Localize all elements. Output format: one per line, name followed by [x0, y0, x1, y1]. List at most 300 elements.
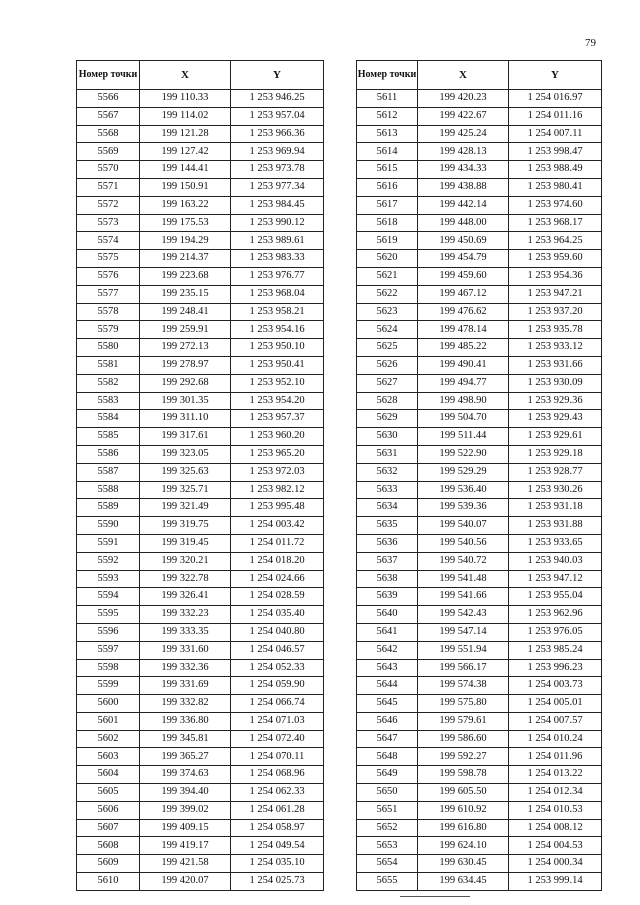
- cell-y: 1 253 957.04: [231, 107, 324, 125]
- header-point-number: Номер точки: [77, 61, 140, 90]
- cell-point-number: 5655: [357, 873, 418, 891]
- cell-x: 199 490.41: [418, 356, 509, 374]
- table-row: [357, 517, 602, 535]
- cell-y: 1 254 072.40: [231, 730, 324, 748]
- cell-x: 199 511.44: [418, 428, 509, 446]
- table-row: [77, 873, 324, 891]
- cell-point-number: 5585: [77, 428, 140, 446]
- cell-x: 199 394.40: [140, 784, 231, 802]
- table-row: [357, 125, 602, 143]
- cell-y: 1 253 931.88: [509, 517, 602, 535]
- cell-y: 1 254 010.24: [509, 730, 602, 748]
- table-row: [77, 303, 324, 321]
- cell-point-number: 5622: [357, 285, 418, 303]
- cell-y: 1 253 950.10: [231, 339, 324, 357]
- cell-y: 1 253 965.20: [231, 445, 324, 463]
- cell-x: 199 144.41: [140, 161, 231, 179]
- cell-x: 199 598.78: [418, 766, 509, 784]
- table-row: [77, 588, 324, 606]
- cell-point-number: 5579: [77, 321, 140, 339]
- cell-x: 199 332.82: [140, 695, 231, 713]
- cell-y: 1 254 024.66: [231, 570, 324, 588]
- cell-point-number: 5627: [357, 374, 418, 392]
- table-row: [77, 606, 324, 624]
- cell-point-number: 5583: [77, 392, 140, 410]
- cell-point-number: 5587: [77, 463, 140, 481]
- cell-point-number: 5577: [77, 285, 140, 303]
- cell-x: 199 319.75: [140, 517, 231, 535]
- header-x: X: [140, 61, 231, 90]
- cell-y: 1 253 968.17: [509, 214, 602, 232]
- table-row: [357, 606, 602, 624]
- cell-x: 199 467.12: [418, 285, 509, 303]
- cell-x: 199 326.41: [140, 588, 231, 606]
- cell-point-number: 5617: [357, 196, 418, 214]
- table-row: [357, 801, 602, 819]
- cell-y: 1 254 052.33: [231, 659, 324, 677]
- table-row: [357, 748, 602, 766]
- cell-y: 1 254 011.96: [509, 748, 602, 766]
- cell-x: 199 121.28: [140, 125, 231, 143]
- table-row: [77, 267, 324, 285]
- cell-point-number: 5597: [77, 641, 140, 659]
- cell-point-number: 5584: [77, 410, 140, 428]
- cell-x: 199 428.13: [418, 143, 509, 161]
- cell-x: 199 320.21: [140, 552, 231, 570]
- cell-point-number: 5569: [77, 143, 140, 161]
- table-row: [77, 374, 324, 392]
- cell-point-number: 5648: [357, 748, 418, 766]
- cell-y: 1 253 954.36: [509, 267, 602, 285]
- cell-y: 1 254 058.97: [231, 819, 324, 837]
- cell-x: 199 336.80: [140, 712, 231, 730]
- cell-x: 199 110.33: [140, 90, 231, 108]
- cell-x: 199 579.61: [418, 712, 509, 730]
- table-row: [357, 712, 602, 730]
- cell-point-number: 5625: [357, 339, 418, 357]
- cell-x: 199 547.14: [418, 623, 509, 641]
- cell-x: 199 624.10: [418, 837, 509, 855]
- cell-y: 1 254 049.54: [231, 837, 324, 855]
- cell-x: 199 586.60: [418, 730, 509, 748]
- cell-y: 1 253 976.05: [509, 623, 602, 641]
- table-row: [357, 641, 602, 659]
- cell-y: 1 254 018.20: [231, 552, 324, 570]
- table-row: [357, 410, 602, 428]
- table-row: [357, 339, 602, 357]
- cell-x: 199 214.37: [140, 250, 231, 268]
- table-row: [357, 481, 602, 499]
- cell-x: 199 127.42: [140, 143, 231, 161]
- table-row: [77, 321, 324, 339]
- table-row: [77, 552, 324, 570]
- cell-point-number: 5614: [357, 143, 418, 161]
- cell-point-number: 5568: [77, 125, 140, 143]
- cell-point-number: 5624: [357, 321, 418, 339]
- cell-x: 199 574.38: [418, 677, 509, 695]
- table-row: [357, 837, 602, 855]
- cell-x: 199 235.15: [140, 285, 231, 303]
- cell-x: 199 420.23: [418, 90, 509, 108]
- cell-point-number: 5626: [357, 356, 418, 374]
- cell-x: 199 476.62: [418, 303, 509, 321]
- cell-y: 1 253 940.03: [509, 552, 602, 570]
- cell-x: 199 278.97: [140, 356, 231, 374]
- table-row: [77, 855, 324, 873]
- cell-point-number: 5604: [77, 766, 140, 784]
- cell-y: 1 253 998.47: [509, 143, 602, 161]
- cell-y: 1 253 960.20: [231, 428, 324, 446]
- cell-y: 1 253 929.18: [509, 445, 602, 463]
- cell-y: 1 253 973.78: [231, 161, 324, 179]
- cell-x: 199 540.56: [418, 534, 509, 552]
- cell-y: 1 253 931.66: [509, 356, 602, 374]
- cell-point-number: 5633: [357, 481, 418, 499]
- table-row: [357, 730, 602, 748]
- cell-y: 1 253 957.37: [231, 410, 324, 428]
- cell-x: 199 498.90: [418, 392, 509, 410]
- cell-point-number: 5590: [77, 517, 140, 535]
- cell-point-number: 5615: [357, 161, 418, 179]
- cell-y: 1 253 995.48: [231, 499, 324, 517]
- cell-y: 1 253 984.45: [231, 196, 324, 214]
- cell-x: 199 504.70: [418, 410, 509, 428]
- table-row: [77, 196, 324, 214]
- cell-x: 199 292.68: [140, 374, 231, 392]
- table-row: [357, 90, 602, 108]
- table-row: [77, 677, 324, 695]
- cell-x: 199 522.90: [418, 445, 509, 463]
- cell-y: 1 254 040.80: [231, 623, 324, 641]
- cell-x: 199 551.94: [418, 641, 509, 659]
- cell-y: 1 254 008.12: [509, 819, 602, 837]
- cell-y: 1 254 012.34: [509, 784, 602, 802]
- cell-y: 1 253 983.33: [231, 250, 324, 268]
- cell-y: 1 253 937.20: [509, 303, 602, 321]
- cell-point-number: 5574: [77, 232, 140, 250]
- cell-point-number: 5651: [357, 801, 418, 819]
- cell-point-number: 5601: [77, 712, 140, 730]
- cell-x: 199 485.22: [418, 339, 509, 357]
- cell-point-number: 5609: [77, 855, 140, 873]
- coordinates-table-left: [76, 60, 324, 891]
- cell-point-number: 5573: [77, 214, 140, 232]
- table-row: [357, 232, 602, 250]
- table-row: [77, 356, 324, 374]
- table-row: [77, 641, 324, 659]
- cell-y: 1 254 068.96: [231, 766, 324, 784]
- cell-point-number: 5567: [77, 107, 140, 125]
- cell-point-number: 5629: [357, 410, 418, 428]
- table-row: [77, 517, 324, 535]
- cell-y: 1 253 958.21: [231, 303, 324, 321]
- cell-point-number: 5638: [357, 570, 418, 588]
- table-row: [77, 90, 324, 108]
- cell-x: 199 163.22: [140, 196, 231, 214]
- cell-point-number: 5634: [357, 499, 418, 517]
- table-row: [357, 445, 602, 463]
- cell-point-number: 5570: [77, 161, 140, 179]
- header-x: X: [418, 61, 509, 90]
- cell-x: 199 541.48: [418, 570, 509, 588]
- cell-point-number: 5643: [357, 659, 418, 677]
- cell-x: 199 442.14: [418, 196, 509, 214]
- table-row: [77, 570, 324, 588]
- cell-point-number: 5606: [77, 801, 140, 819]
- cell-x: 199 605.50: [418, 784, 509, 802]
- cell-x: 199 259.91: [140, 321, 231, 339]
- table-row: [77, 107, 324, 125]
- table-row: [357, 392, 602, 410]
- bottom-rule: [400, 896, 470, 897]
- cell-point-number: 5608: [77, 837, 140, 855]
- table-row: [357, 178, 602, 196]
- cell-y: 1 253 976.77: [231, 267, 324, 285]
- cell-x: 199 333.35: [140, 623, 231, 641]
- cell-point-number: 5630: [357, 428, 418, 446]
- cell-y: 1 253 930.09: [509, 374, 602, 392]
- cell-x: 199 421.58: [140, 855, 231, 873]
- cell-x: 199 374.63: [140, 766, 231, 784]
- cell-x: 199 272.13: [140, 339, 231, 357]
- cell-x: 199 223.68: [140, 267, 231, 285]
- cell-point-number: 5628: [357, 392, 418, 410]
- header-y: Y: [509, 61, 602, 90]
- cell-point-number: 5620: [357, 250, 418, 268]
- table-row: [357, 356, 602, 374]
- table-row: [357, 855, 602, 873]
- cell-y: 1 254 059.90: [231, 677, 324, 695]
- table-row: [357, 677, 602, 695]
- cell-point-number: 5616: [357, 178, 418, 196]
- cell-x: 199 539.36: [418, 499, 509, 517]
- cell-y: 1 254 071.03: [231, 712, 324, 730]
- table-row: [357, 695, 602, 713]
- cell-y: 1 253 954.16: [231, 321, 324, 339]
- table-row: [77, 481, 324, 499]
- cell-y: 1 253 933.12: [509, 339, 602, 357]
- cell-x: 199 319.45: [140, 534, 231, 552]
- table-row: [357, 534, 602, 552]
- table-row: [77, 161, 324, 179]
- cell-point-number: 5652: [357, 819, 418, 837]
- cell-point-number: 5602: [77, 730, 140, 748]
- cell-point-number: 5635: [357, 517, 418, 535]
- cell-point-number: 5576: [77, 267, 140, 285]
- cell-x: 199 592.27: [418, 748, 509, 766]
- cell-point-number: 5571: [77, 178, 140, 196]
- cell-y: 1 254 070.11: [231, 748, 324, 766]
- cell-x: 199 175.53: [140, 214, 231, 232]
- cell-x: 199 332.23: [140, 606, 231, 624]
- cell-y: 1 253 947.21: [509, 285, 602, 303]
- cell-point-number: 5650: [357, 784, 418, 802]
- cell-y: 1 253 929.43: [509, 410, 602, 428]
- cell-y: 1 254 000.34: [509, 855, 602, 873]
- cell-y: 1 254 004.53: [509, 837, 602, 855]
- cell-y: 1 254 010.53: [509, 801, 602, 819]
- cell-point-number: 5598: [77, 659, 140, 677]
- page-number: 79: [585, 37, 596, 49]
- table-row: [77, 623, 324, 641]
- cell-point-number: 5618: [357, 214, 418, 232]
- cell-y: 1 253 935.78: [509, 321, 602, 339]
- cell-x: 199 494.77: [418, 374, 509, 392]
- cell-y: 1 253 969.94: [231, 143, 324, 161]
- cell-y: 1 254 007.11: [509, 125, 602, 143]
- cell-point-number: 5611: [357, 90, 418, 108]
- cell-y: 1 253 972.03: [231, 463, 324, 481]
- cell-y: 1 254 061.28: [231, 801, 324, 819]
- table-row: [77, 232, 324, 250]
- cell-y: 1 254 062.33: [231, 784, 324, 802]
- cell-y: 1 253 968.04: [231, 285, 324, 303]
- cell-x: 199 420.07: [140, 873, 231, 891]
- table-row: [77, 499, 324, 517]
- cell-x: 199 448.00: [418, 214, 509, 232]
- cell-point-number: 5589: [77, 499, 140, 517]
- cell-point-number: 5605: [77, 784, 140, 802]
- cell-x: 199 419.17: [140, 837, 231, 855]
- cell-x: 199 409.15: [140, 819, 231, 837]
- cell-y: 1 253 959.60: [509, 250, 602, 268]
- cell-y: 1 253 929.61: [509, 428, 602, 446]
- cell-x: 199 150.91: [140, 178, 231, 196]
- table-row: [357, 196, 602, 214]
- cell-x: 199 454.79: [418, 250, 509, 268]
- cell-point-number: 5642: [357, 641, 418, 659]
- cell-x: 199 575.80: [418, 695, 509, 713]
- cell-point-number: 5647: [357, 730, 418, 748]
- cell-point-number: 5613: [357, 125, 418, 143]
- cell-point-number: 5621: [357, 267, 418, 285]
- cell-x: 199 331.60: [140, 641, 231, 659]
- cell-y: 1 253 977.34: [231, 178, 324, 196]
- cell-x: 199 630.45: [418, 855, 509, 873]
- cell-y: 1 254 016.97: [509, 90, 602, 108]
- cell-x: 199 616.80: [418, 819, 509, 837]
- cell-x: 199 610.92: [418, 801, 509, 819]
- cell-x: 199 540.72: [418, 552, 509, 570]
- cell-x: 199 566.17: [418, 659, 509, 677]
- table-header-row: [77, 61, 324, 90]
- cell-point-number: 5645: [357, 695, 418, 713]
- table-row: [77, 695, 324, 713]
- cell-y: 1 253 962.96: [509, 606, 602, 624]
- cell-y: 1 254 028.59: [231, 588, 324, 606]
- table-row: [357, 499, 602, 517]
- table-row: [357, 873, 602, 891]
- cell-point-number: 5580: [77, 339, 140, 357]
- cell-x: 199 325.63: [140, 463, 231, 481]
- table-row: [357, 766, 602, 784]
- cell-x: 199 459.60: [418, 267, 509, 285]
- cell-point-number: 5631: [357, 445, 418, 463]
- table-row: [77, 819, 324, 837]
- cell-x: 199 331.69: [140, 677, 231, 695]
- table-row: [357, 463, 602, 481]
- cell-y: 1 253 947.12: [509, 570, 602, 588]
- cell-point-number: 5582: [77, 374, 140, 392]
- table-row: [77, 410, 324, 428]
- cell-point-number: 5632: [357, 463, 418, 481]
- cell-y: 1 253 928.77: [509, 463, 602, 481]
- cell-x: 199 542.43: [418, 606, 509, 624]
- table-row: [77, 250, 324, 268]
- cell-point-number: 5595: [77, 606, 140, 624]
- cell-x: 199 634.45: [418, 873, 509, 891]
- cell-point-number: 5566: [77, 90, 140, 108]
- cell-x: 199 450.69: [418, 232, 509, 250]
- table-row: [357, 588, 602, 606]
- cell-y: 1 254 035.40: [231, 606, 324, 624]
- cell-x: 199 332.36: [140, 659, 231, 677]
- cell-point-number: 5612: [357, 107, 418, 125]
- table-row: [357, 321, 602, 339]
- cell-x: 199 311.10: [140, 410, 231, 428]
- cell-point-number: 5578: [77, 303, 140, 321]
- cell-x: 199 194.29: [140, 232, 231, 250]
- table-row: [77, 463, 324, 481]
- cell-y: 1 253 989.61: [231, 232, 324, 250]
- cell-point-number: 5599: [77, 677, 140, 695]
- cell-y: 1 253 982.12: [231, 481, 324, 499]
- table-row: [77, 445, 324, 463]
- table-row: [77, 125, 324, 143]
- cell-x: 199 323.05: [140, 445, 231, 463]
- table-row: [357, 428, 602, 446]
- table-row: [77, 143, 324, 161]
- cell-point-number: 5607: [77, 819, 140, 837]
- cell-y: 1 254 011.16: [509, 107, 602, 125]
- table-row: [77, 766, 324, 784]
- cell-point-number: 5572: [77, 196, 140, 214]
- cell-x: 199 478.14: [418, 321, 509, 339]
- cell-y: 1 254 003.42: [231, 517, 324, 535]
- table-row: [77, 837, 324, 855]
- cell-point-number: 5575: [77, 250, 140, 268]
- cell-point-number: 5594: [77, 588, 140, 606]
- table-row: [357, 784, 602, 802]
- table-header-row: [357, 61, 602, 90]
- table-row: [357, 552, 602, 570]
- cell-point-number: 5588: [77, 481, 140, 499]
- table-row: [357, 214, 602, 232]
- table-row: [77, 801, 324, 819]
- table-row: [77, 285, 324, 303]
- cell-y: 1 253 996.23: [509, 659, 602, 677]
- cell-x: 199 540.07: [418, 517, 509, 535]
- cell-y: 1 253 974.60: [509, 196, 602, 214]
- coordinates-table-right: [356, 60, 602, 891]
- cell-point-number: 5646: [357, 712, 418, 730]
- cell-point-number: 5636: [357, 534, 418, 552]
- cell-y: 1 254 003.73: [509, 677, 602, 695]
- cell-point-number: 5600: [77, 695, 140, 713]
- table-row: [77, 659, 324, 677]
- cell-point-number: 5592: [77, 552, 140, 570]
- cell-point-number: 5603: [77, 748, 140, 766]
- cell-x: 199 345.81: [140, 730, 231, 748]
- header-y: Y: [231, 61, 324, 90]
- cell-point-number: 5610: [77, 873, 140, 891]
- cell-x: 199 541.66: [418, 588, 509, 606]
- cell-point-number: 5654: [357, 855, 418, 873]
- table-row: [77, 428, 324, 446]
- cell-y: 1 254 066.74: [231, 695, 324, 713]
- table-row: [357, 161, 602, 179]
- cell-y: 1 254 046.57: [231, 641, 324, 659]
